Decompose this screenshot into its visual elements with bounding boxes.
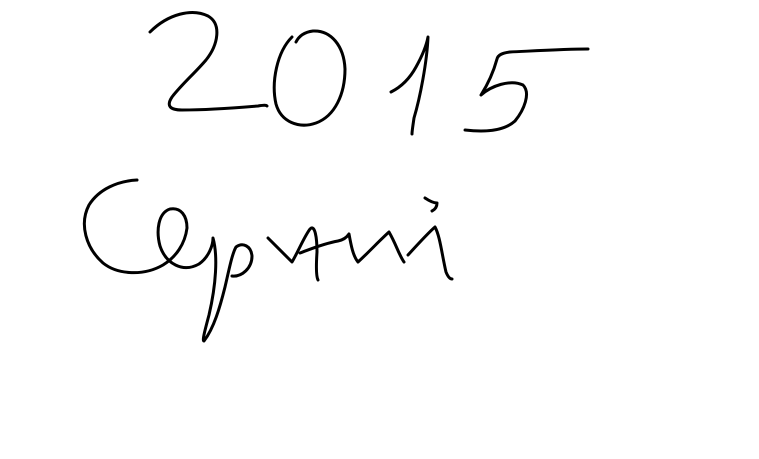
cursive-name-stroke-1 bbox=[84, 180, 252, 341]
handwritten-name bbox=[84, 180, 452, 341]
cursive-name-stroke-2 bbox=[268, 228, 318, 280]
cursive-name-stroke-5 bbox=[425, 198, 437, 211]
cursive-name-stroke-4 bbox=[408, 227, 452, 279]
digit-2-stroke bbox=[150, 13, 267, 110]
digit-0-stroke bbox=[274, 31, 345, 125]
handwritten-year bbox=[150, 13, 588, 134]
digit-5-stroke bbox=[465, 49, 588, 131]
digit-1-stroke bbox=[391, 37, 428, 134]
